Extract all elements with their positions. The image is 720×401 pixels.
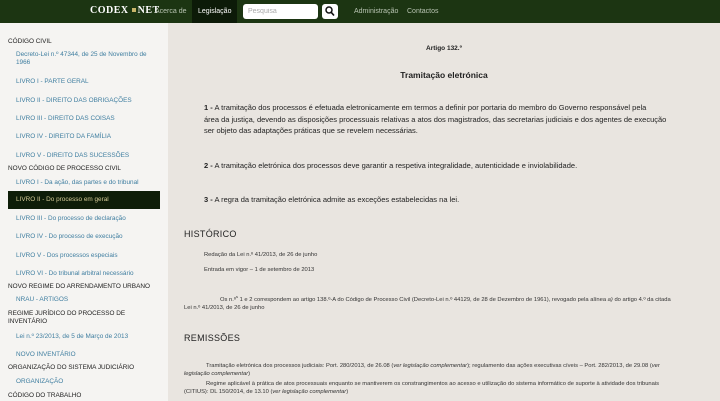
- sidebar-item-decreto-lei-cont[interactable]: 1966: [16, 59, 31, 66]
- sidebar-item-decreto-lei[interactable]: Decreto-Lei n.º 47344, de 25 de Novembro de: [16, 51, 147, 58]
- sidebar-item-cpc-livro-iv[interactable]: LIVRO IV - Do processo de execução: [16, 233, 123, 240]
- sidebar-item-organizacao-sistema[interactable]: ORGANIZAÇÃO DO SISTEMA JUDICIÁRIO: [8, 364, 135, 371]
- historico-redacao: Redação da Lei n.º 41/2013, de 26 de junho: [204, 252, 318, 258]
- nav-administracao[interactable]: Administração: [354, 8, 399, 15]
- logo-square-icon: [132, 8, 136, 12]
- sidebar-item-cpc-livro-i[interactable]: LIVRO I - Da ação, das partes e do tribunal: [16, 179, 139, 186]
- sidebar-item-cpc-livro-vi[interactable]: LIVRO VI - Do tribunal arbitral necessário: [16, 270, 134, 277]
- sidebar-item-regime-inventario[interactable]: REGIME JURÍDICO DO PROCESSO DE: [8, 310, 126, 317]
- sidebar-item-livro-v-sucessoes[interactable]: LIVRO V - DIREITO DAS SUCESSÕES: [16, 152, 130, 159]
- sidebar-item-novo-cpc[interactable]: NOVO CÓDIGO DE PROCESSO CIVIL: [8, 165, 121, 172]
- sidebar-item-cpc-livro-ii-selected[interactable]: LIVRO II - Do processo em geral: [8, 191, 160, 209]
- sidebar-item-livro-i-parte-geral[interactable]: LIVRO I - PARTE GERAL: [16, 78, 89, 85]
- logo-text: CODEX: [90, 5, 129, 16]
- sidebar-item-codigo-civil[interactable]: CÓDIGO CIVIL: [8, 38, 52, 45]
- logo-text-2: NET: [137, 5, 160, 16]
- sidebar-item-nrau-artigos[interactable]: NRAU - ARTIGOS: [16, 296, 69, 303]
- paragraph-2-number: 2 -: [204, 161, 213, 170]
- search-input[interactable]: [243, 4, 318, 19]
- remissao-1-line-2: legislação complementar): [184, 371, 251, 377]
- paragraph-1-line-3: ser objeto das adaptações práticas que se revelem necessárias.: [204, 126, 418, 135]
- search-icon: [325, 6, 335, 17]
- historico-vigor: Entrada em vigor – 1 de setembro de 2013: [204, 267, 315, 273]
- link-legislacao-complementar-2[interactable]: ver legislação complementar: [272, 389, 347, 395]
- top-navbar: [0, 0, 720, 23]
- sidebar-item-regime-inventario-cont[interactable]: INVENTÁRIO: [8, 318, 48, 325]
- paragraph-1-number: 1 -: [204, 103, 213, 112]
- remissao-1: [184, 362, 720, 378]
- historico-note-line-2: Lei n.º 41/2013, de 26 de junho: [184, 304, 265, 311]
- paragraph-1: [204, 102, 720, 137]
- sidebar-item-organizacao[interactable]: ORGANIZAÇÃO: [16, 378, 64, 385]
- paragraph-3-number: 3 -: [204, 195, 213, 204]
- paragraph-3: 3 - A regra da tramitação eletrónica admite as exceções estabelecidas na lei.: [204, 195, 460, 204]
- sidebar-item-cpc-livro-iii[interactable]: LIVRO III - Do processo de declaração: [16, 215, 126, 222]
- nav-contactos[interactable]: Contactos: [407, 8, 439, 15]
- sidebar-item-nrau[interactable]: NOVO REGIME DO ARRENDAMENTO URBANO: [8, 283, 150, 290]
- sidebar-item-novo-inventario[interactable]: NOVO INVENTÁRIO: [16, 351, 76, 358]
- sidebar-item-livro-iii-coisas[interactable]: LIVRO III - DIREITO DAS COISAS: [16, 115, 115, 122]
- sidebar-item-cpc-livro-v[interactable]: LIVRO V - Dos processos especiais: [16, 252, 118, 259]
- paragraph-1-line-1: 1 - A tramitação dos processos é efetuada eletronicamente em termos a definir por portaria do membro do Governo responsável pela: [204, 103, 647, 112]
- remissao-2-line-1: Regime aplicável à prática de atos processuais enquanto se mantiverem os constrangimentos ao acesso e utilização do sistema informático de suporte à atividade dos tribunais: [206, 381, 660, 387]
- remissao-2: [184, 380, 720, 396]
- nav-legislacao[interactable]: Legislação: [192, 0, 237, 23]
- sidebar: [0, 23, 168, 401]
- link-legislacao-complementar[interactable]: ver legislação complementar: [393, 363, 468, 369]
- remissoes-heading: REMISSÕES: [184, 333, 241, 343]
- sidebar-item-lei-23-2013[interactable]: Lei n.º 23/2013, de 5 de Março de 2013: [16, 333, 129, 340]
- historico-heading: HISTÓRICO: [184, 229, 237, 239]
- remissao-2-line-2: (CITIUS): DL 150/2014, de 13.10 (ver legislação complementar): [184, 389, 349, 395]
- nav-acerca[interactable]: Acerca de: [155, 8, 187, 15]
- paragraph-1-line-2: área da justiça, devendo as disposições processuais relativas a atos dos magistrados, das secretarias judiciais e dos agentes de execução: [204, 114, 667, 124]
- historico-note-line-1: Os n.º$^s$ 1 e 2 correspondem ao artigo 138.º-A do Código de Processo Civil (Decreto-Lei n.º 44129, de 28 de Dezembro de 1961), revogado pela alínea a) do artigo 4.º da citada: [220, 294, 671, 303]
- remissao-1-line-1: Tramitação eletrónica dos processos judiciais: Port. 280/2013, de 26.08 (ver legislação complementar); regulamento das ações executivas cíveis – Port. 282/2013, de 29.08 (ver: [206, 363, 660, 369]
- sidebar-item-livro-iv-familia[interactable]: LIVRO IV - DIREITO DA FAMÍLIA: [16, 133, 112, 140]
- search-button[interactable]: [322, 4, 338, 19]
- paragraph-2: 2 - A tramitação eletrónica dos processos deve garantir a respetiva integralidade, autenticidade e inviolabilidade.: [204, 161, 578, 170]
- article-title: Tramitação eletrónica: [400, 70, 488, 80]
- article-content: [168, 23, 720, 401]
- sidebar-item-codigo-trabalho[interactable]: CÓDIGO DO TRABALHO: [8, 392, 82, 399]
- article-number: Artigo 132.º: [426, 45, 462, 52]
- sidebar-item-livro-ii-obrigacoes[interactable]: LIVRO II - DIREITO DAS OBRIGAÇÕES: [16, 97, 132, 104]
- historico-note: [184, 293, 720, 312]
